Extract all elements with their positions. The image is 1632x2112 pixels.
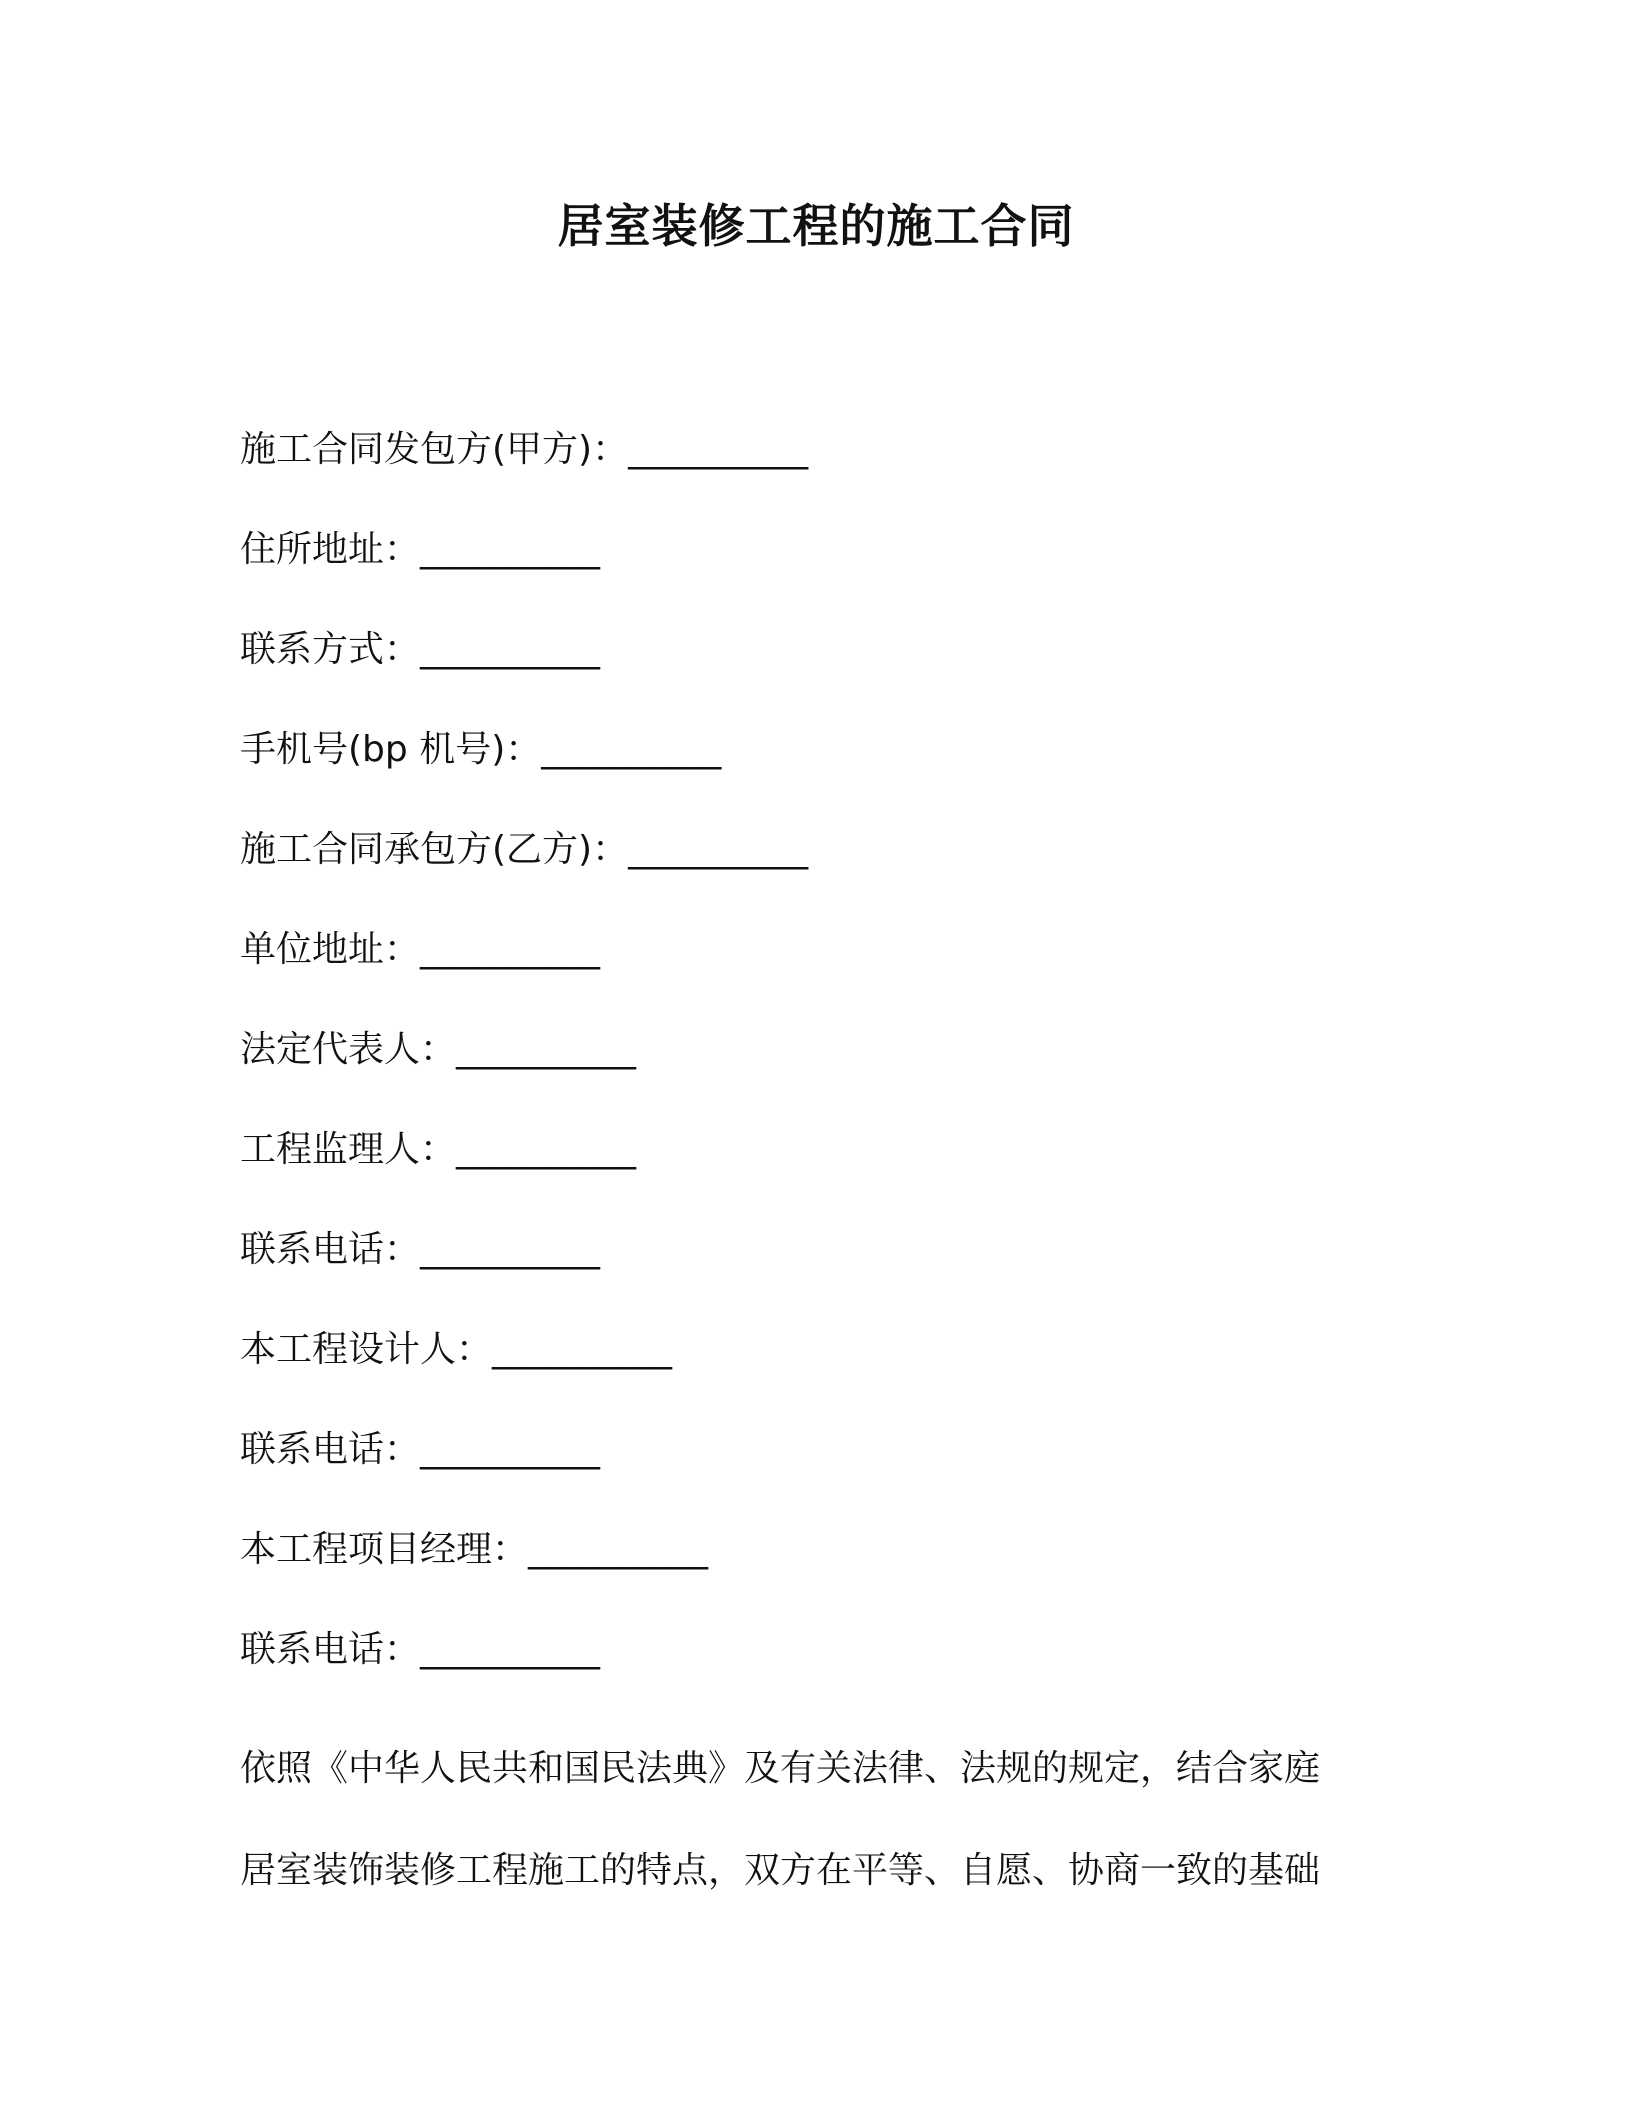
preamble-line: 依照《中华人民共和国民法典》及有关法律、法规的规定，结合家庭 xyxy=(240,1748,1321,1789)
field-blank: __________ xyxy=(492,1329,673,1370)
field-designer xyxy=(240,1320,1400,1420)
field-label: 工程监理人： xyxy=(240,1129,457,1170)
field-blank: __________ xyxy=(420,1629,601,1670)
field-label: 住所地址： xyxy=(240,529,421,570)
field-label: 联系电话： xyxy=(240,1229,421,1270)
field-blank: __________ xyxy=(628,829,809,870)
field-label: 法定代表人： xyxy=(240,1029,457,1070)
document-title: 居室装修工程的施工合同 xyxy=(557,199,1075,253)
preamble-line: 居室装饰装修工程施工的特点，双方在平等、自愿、协商一致的基础 xyxy=(240,1850,1321,1891)
field-label: 联系电话： xyxy=(240,1429,421,1470)
field-designer-phone xyxy=(240,1420,1400,1520)
field-blank: __________ xyxy=(628,429,809,470)
field-blank: __________ xyxy=(528,1529,709,1570)
field-label: 单位地址： xyxy=(240,929,421,970)
field-mobile xyxy=(240,720,1400,820)
field-label: 手机号(bp 机号)： xyxy=(240,729,542,770)
field-blank: __________ xyxy=(420,1429,601,1470)
field-manager-phone xyxy=(240,1620,1400,1720)
field-blank: __________ xyxy=(420,929,601,970)
field-employer xyxy=(240,420,1400,520)
field-label: 本工程设计人： xyxy=(240,1329,493,1370)
field-contact-method xyxy=(240,620,1400,720)
field-project-manager xyxy=(240,1520,1400,1620)
field-company-address xyxy=(240,920,1400,1020)
field-blank: __________ xyxy=(456,1029,637,1070)
field-label: 联系方式： xyxy=(240,629,421,670)
field-label: 施工合同发包方(甲方)： xyxy=(240,429,629,470)
field-blank: __________ xyxy=(456,1129,637,1170)
field-residence-address xyxy=(240,520,1400,620)
field-supervisor xyxy=(240,1120,1400,1220)
field-legal-representative xyxy=(240,1020,1400,1120)
field-blank: __________ xyxy=(541,729,722,770)
field-label: 联系电话： xyxy=(240,1629,421,1670)
field-supervisor-phone xyxy=(240,1220,1400,1320)
party-info-fields xyxy=(240,420,1400,1720)
field-blank: __________ xyxy=(420,1229,601,1270)
field-blank: __________ xyxy=(420,629,601,670)
field-blank: __________ xyxy=(420,529,601,570)
field-label: 本工程项目经理： xyxy=(240,1529,529,1570)
field-label: 施工合同承包方(乙方)： xyxy=(240,829,629,870)
contract-preamble xyxy=(240,1718,1380,1922)
field-contractor xyxy=(240,820,1400,920)
